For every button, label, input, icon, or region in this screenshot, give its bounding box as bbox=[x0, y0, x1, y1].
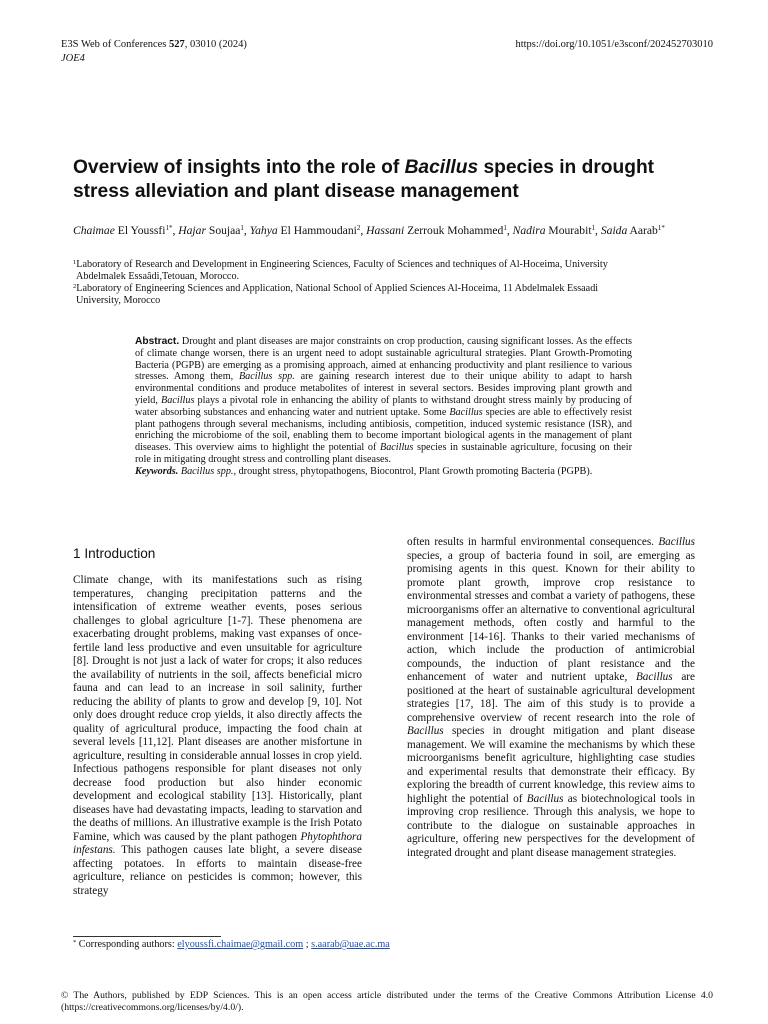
email-link[interactable]: elyoussfi.chaimae@gmail.com bbox=[177, 939, 304, 950]
author-list bbox=[73, 223, 698, 238]
affiliation: $^2$Laboratory of Engineering Sciences and Application, National School of Applied Sciences Al-Hoceima, 11 Abdelmalek Essaadi University, Morocco bbox=[73, 283, 599, 306]
keywords-label: Keywords. bbox=[135, 465, 179, 477]
affiliation: $^1$Laboratory of Research and Development in Engineering Sciences, Faculty of Sciences and techniques of Al-Hoceima, University Abdelmalek Essaâdi,Tetouan, Morocco. bbox=[73, 259, 608, 282]
journal-citation: E3S Web of Conferences 527, 03010 (2024) bbox=[61, 39, 247, 50]
author: Chaimae El Youssfi$^{1*}$, bbox=[73, 224, 179, 237]
corresponding-authors-footnote: * Corresponding authors: elyoussfi.chaimae@gmail.com ; s.aarab@uae.ac.ma bbox=[73, 939, 390, 950]
journal-volume: 527 bbox=[169, 39, 185, 50]
intro-left-column: Climate change, with its manifestations such as rising temperatures, changing precipitation patterns and the intensification of extreme weather events, poses serious challenges to global agriculture [1-7]. These phenomena are exacerbating drought problems, making vast expanses of once-fertile land less productive and even unsuitable for agriculture [8]. Drought is not just a lack of water for crops; it also reduces the availability of nutrients in the soil, affects beneficial micro fauna and can lead to an increase in soil salinity, further reducing the ability of plants to grow and develop [9, 10]. Not only does drought reduce crop yields, it also directly affects the quality of agricultural produce, impacting the food chain at several levels [11,12]. Plant diseases are another misfortune in agriculture, resulting in considerable annual losses in crop yield. Infectious pathogens responsible for plant diseases not only decrease food production but also hinder economic development and ecological stability [13]. Historically, plant diseases have had devastating impacts, leading to starvation and the deaths of millions. An illustrative example is the Irish Potato Famine, which was caused by the plant pathogen Phytophthora infestans. This pathogen causes late blight, a severe disease affecting potatoes. In efforts to maintain disease-free agriculture, reliance on pesticides is common; however, this strategy bbox=[73, 574, 362, 897]
doi-link[interactable]: https://doi.org/10.1051/e3sconf/202452703010 bbox=[515, 39, 713, 50]
conference-code: JOE4 bbox=[61, 53, 85, 64]
intro-right-column: often results in harmful environmental consequences. Bacillus species, a group of bacteria found in soil, are emerging as promising agents in this quest. Known for their ability to promote plant growth, improve crop resistance to environmental stresses and combat a variety of pathogens, these microorganisms offer an alternative to conventional agricultural management methods, often costly and harmful to the environment [14-16]. Thanks to their varied mechanisms of action, which include the production of antimicrobial compounds, the induction of plant resistance and the enhancement of water and nutrient uptake, Bacillus are positioned at the heart of sustainable agricultural development strategies [17, 18]. The aim of this study is to provide a comprehensive overview of recent research into the role of Bacillus species in drought mitigation and plant disease management. We will examine the mechanisms by which these microorganisms benefit agriculture, highlighting case studies and experimental results that demonstrate their efficacy. By exploring the breadth of current knowledge, this review aims to highlight the potential of Bacillus as biotechnological tools in improving crop resilience. Through this analysis, we hope to contribute to the dialogue on sustainable approaches in agriculture, offering new perspectives for the development of integrated drought and plant disease management strategies. bbox=[407, 536, 695, 859]
footnote-divider bbox=[73, 936, 221, 937]
section-heading: 1 Introduction bbox=[73, 546, 156, 561]
email-link[interactable]: s.aarab@uae.ac.ma bbox=[311, 939, 390, 950]
author: Yahya El Hammoudani$^2$, bbox=[249, 224, 367, 237]
abstract-label: Abstract. bbox=[135, 336, 180, 347]
author: Hajar Soujaa$^1$, bbox=[178, 224, 250, 237]
abstract: Abstract. Drought and plant diseases are major constraints on crop production, causing significant losses. As the effects of climate change worsen, there is an urgent need to adopt sustainable agricultural strategies. Plant Growth-Promoting Bacteria (PGPB) are emerging as a promising approach, aimed at enhancing productivity and plant resilience to various stresses. Among them, Bacillus spp. are gaining research interest due to their unique ability to adapt to harsh environmental conditions and produce metabolites of interest in several sectors. Besides improving plant growth and yield, Bacillus plays a pivotal role in enhancing the ability of plants to withstand drought stress mainly by producing of water absorbing substances and enhancing water and nutrient uptake. Some Bacillus species are able to effectively resist plant pathogens through several mechanisms, including antibiosis, competition, induced systemic resistance (ISR), and enriching the microbiome of the soil, enabling them to become important biological agents in the management of plant diseases. This overview aims to highlight the potential of Bacillus species in sustainable agriculture, focusing on their role in mitigating drought stress and controlling plant diseases. Keywords. Bacillus spp., drought stress, phytopathogens, Biocontrol, Plant Growth promoting Bacteria (PGPB). bbox=[135, 336, 633, 477]
affiliations bbox=[73, 259, 698, 307]
license-statement: © The Authors, published by EDP Sciences. This is an open access article distributed under the terms of the Creative Commons Attribution License 4.0 (https://creativecommons.org/licenses/by/4.0/). bbox=[61, 990, 713, 1013]
author: Hassani Zerrouk Mohammed$^1$, bbox=[366, 224, 513, 237]
paper-title: Overview of insights into the role of Bacillus species in drought stress alleviation and plant disease management bbox=[73, 157, 655, 202]
author: Nadira Mourabit$^1$, bbox=[512, 224, 601, 237]
author: Saida Aarab$^{1*}$ bbox=[600, 224, 665, 237]
running-header-left bbox=[61, 38, 247, 66]
